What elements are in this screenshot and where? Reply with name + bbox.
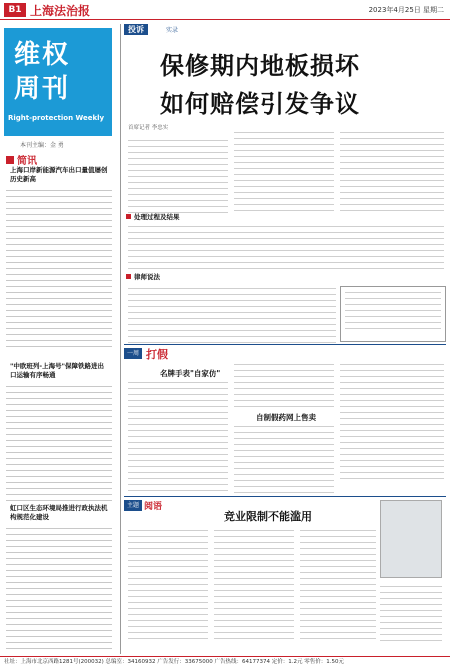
masthead: [4, 28, 112, 136]
comment-body-col-2: [214, 530, 294, 644]
section-heading-2: [126, 272, 160, 281]
left-column: [0, 24, 118, 654]
lead-body-col-1: [128, 140, 228, 218]
masthead-english: Right-protection Weekly: [8, 114, 105, 122]
lead-column-sub: 实录: [166, 27, 179, 34]
section-heading-2-label: 律师说法: [134, 273, 160, 281]
lead-byline: 首席记者 李忠实: [128, 125, 169, 131]
comment-column-tag: 主题: [124, 500, 142, 511]
fraud-article-title-2[interactable]: 自制假药网上售卖: [256, 413, 316, 422]
lead-headline-2[interactable]: 如何赔偿引发争议: [160, 89, 360, 118]
section-heading-1: [126, 212, 180, 221]
comment-headline[interactable]: 竞业限制不能滥用: [224, 510, 312, 523]
comment-body-col-1: [128, 530, 208, 644]
masthead-title-1: 维权: [14, 40, 71, 70]
fraud-column-tag: 一周: [124, 348, 142, 359]
square-icon: [6, 156, 14, 164]
fraud-article-2-body: [234, 426, 334, 498]
lead-body-col-3: [340, 132, 444, 216]
column-divider: [120, 24, 121, 654]
fraud-article-1-body: [128, 382, 228, 496]
fraud-column-bar: [124, 348, 446, 360]
lead-body-col-2: [234, 132, 334, 216]
brief-body-3: [6, 528, 112, 654]
comment-rule: [124, 496, 446, 497]
square-icon: [126, 274, 131, 279]
brief-title-1[interactable]: 上海口岸新能源汽车出口量值屡创历史新高: [10, 166, 108, 183]
editor-line: 本刊主编：金 勇: [20, 142, 64, 149]
top-bar: [0, 0, 450, 20]
fraud-col-3-body: [340, 364, 444, 484]
square-icon: [126, 214, 131, 219]
issue-date: 2023年4月25日 星期二: [368, 6, 444, 14]
brief-body-1: [6, 190, 112, 352]
brief-title-2[interactable]: "中欧班列-上海号"保障铁路进出口运输有序畅通: [10, 362, 104, 379]
comment-body-col-4: [380, 586, 442, 646]
brief-body-2: [6, 386, 112, 506]
comment-body-col-3: [300, 530, 376, 644]
section-2-body: [128, 288, 336, 348]
page-number: B1: [4, 3, 26, 17]
comment-column-bar: [124, 500, 194, 512]
fraud-column-name: 打假: [146, 348, 168, 361]
fraud-col-2-body-top: [234, 364, 334, 412]
footer: 社址：上海市北京西路1281号(200032) 总编室：34160932 广告发行：33675000 广告热线：64177374 定价：1.2元 零售价：1.50元: [0, 656, 450, 668]
briefs-heading: [6, 152, 37, 167]
fraud-article-title-1[interactable]: 名牌手表"自家仿": [160, 369, 221, 378]
lead-headline-1[interactable]: 保修期内地板损坏: [160, 51, 360, 80]
briefs-heading-label: 简讯: [17, 156, 37, 167]
section-heading-1-label: 处理过程及结果: [134, 213, 180, 221]
lead-column-bar: [124, 24, 446, 36]
author-photo: [380, 500, 442, 578]
comment-column-name: 阅语: [144, 502, 163, 512]
pull-quote-box: [340, 286, 446, 342]
newspaper-name: 上海法治报: [30, 4, 91, 18]
section-rule: [124, 344, 446, 345]
brief-title-3[interactable]: 虹口区生态环境局推进行政执法机构规范化建设: [10, 504, 108, 521]
section-1-body: [128, 226, 444, 274]
lead-column-label: 投诉: [124, 24, 148, 35]
masthead-title-2: 周刊: [14, 74, 71, 104]
